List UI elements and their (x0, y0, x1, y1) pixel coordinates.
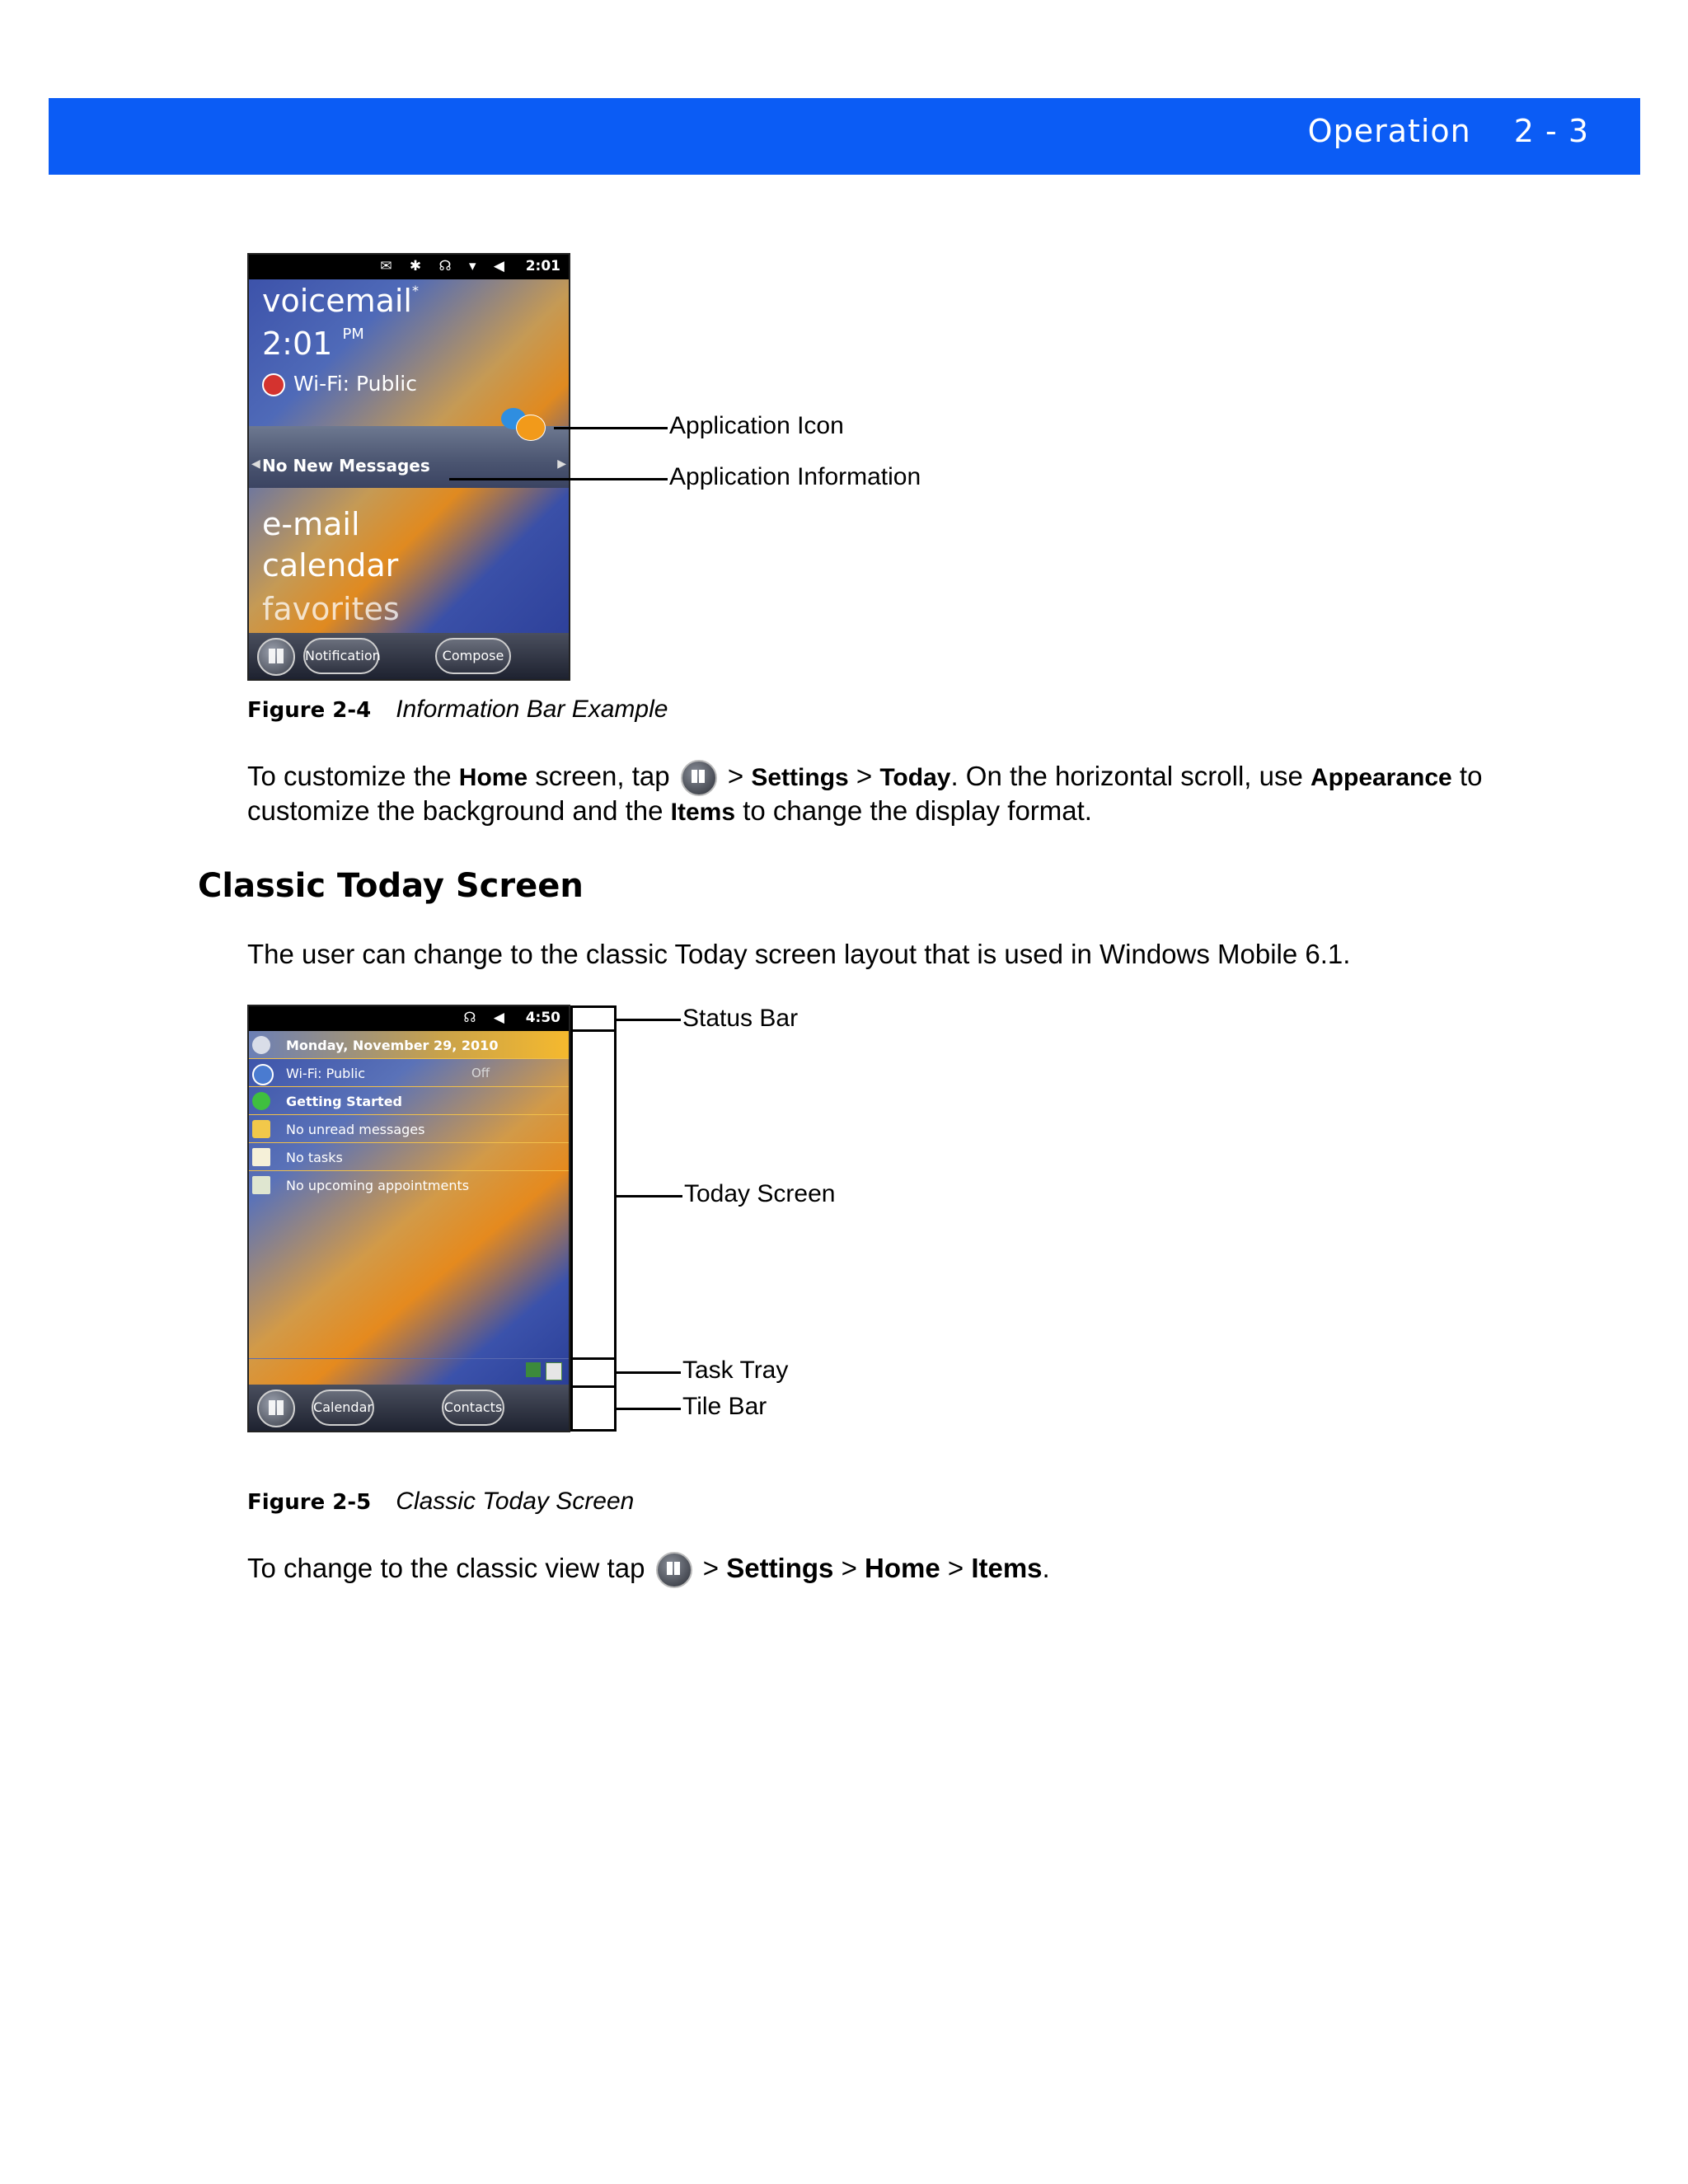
figure-number: Figure 2-4 (247, 698, 372, 723)
callout-line-today (617, 1195, 682, 1197)
figure-caption (247, 696, 668, 724)
callout-status-bar: Status Bar (682, 1005, 799, 1032)
messaging-app-icon-front[interactable] (516, 415, 546, 441)
callout-application-icon: Application Icon (669, 412, 844, 439)
callout-application-information: Application Information (669, 463, 921, 490)
clock: 2:01 $^{PM}$ (262, 326, 364, 362)
tasks-tray-icon[interactable] (546, 1362, 562, 1380)
tasks-icon (252, 1148, 270, 1166)
paragraph-classic-view: To change to the classic view tap > Settings > Home > Items. (247, 1552, 1050, 1588)
windows-start-icon (656, 1552, 692, 1588)
paragraph-customize: To customize the Home screen, tap > Settings > Today. On the horizontal scroll, use Appearance to (247, 760, 1482, 796)
bracket-top (570, 1005, 617, 1008)
bracket-bottom (570, 1429, 617, 1432)
figure-caption-2 (247, 1488, 634, 1516)
wifi-alert-icon (262, 373, 285, 396)
status-time: 4:50 (525, 1010, 560, 1026)
calendar-softkey[interactable]: Calendar (312, 1390, 374, 1426)
today-item-date[interactable]: Monday, November 29, 2010 (249, 1031, 569, 1059)
wifi-status: Wi-Fi: Public (262, 372, 417, 396)
compose-softkey[interactable]: Compose (435, 638, 511, 674)
status-icons: ✉ ✱ ☊ ▾ ◀ (380, 258, 511, 274)
connectivity-tray-icon[interactable] (526, 1362, 541, 1377)
bracket-status-bottom (570, 1029, 617, 1032)
status-bar (249, 255, 569, 279)
bluetooth-status: Off (471, 1066, 490, 1080)
today-item-wifi[interactable]: Wi-Fi: Public Off (249, 1059, 569, 1087)
figure-number-2: Figure 2-5 (247, 1490, 372, 1515)
today-item-getting-started[interactable]: Getting Started (249, 1087, 569, 1115)
menu-calendar[interactable]: calendar (262, 547, 399, 583)
windows-start-icon[interactable] (257, 638, 295, 676)
paragraph-customize-line2: customize the background and the Items to change the display format. (247, 795, 1092, 826)
scroll-right-icon[interactable]: ▶ (557, 457, 566, 471)
section-heading: Classic Today Screen (198, 867, 584, 905)
callout-line-tile (617, 1408, 681, 1410)
voicemail-label: voicemail* (262, 283, 419, 319)
today-item-messages[interactable]: No unread messages (249, 1115, 569, 1143)
callout-line-icon (554, 427, 668, 429)
callout-line-info (449, 478, 668, 480)
callout-line-status (617, 1019, 681, 1021)
callout-line-tray (617, 1371, 681, 1374)
page-header (1308, 113, 1589, 149)
clock-icon (252, 1036, 270, 1054)
today-item-tasks[interactable]: No tasks (249, 1143, 569, 1171)
classic-today-screenshot (247, 1005, 570, 1432)
application-information: No New Messages (262, 456, 430, 476)
contacts-softkey[interactable]: Contacts (442, 1390, 504, 1426)
status-icons: ☊ ◀ (463, 1010, 511, 1026)
figure-title: Information Bar Example (396, 696, 668, 723)
tile-bar (249, 1385, 569, 1431)
status-time: 2:01 (525, 258, 560, 274)
scroll-left-icon[interactable]: ◀ (251, 457, 260, 471)
bracket-tray-bottom (570, 1385, 617, 1388)
windows-start-icon (681, 760, 717, 796)
section-intro: The user can change to the classic Today screen layout that is used in Windows Mobile 6.1. (247, 939, 1351, 969)
task-tray (249, 1358, 569, 1384)
calendar-icon (252, 1176, 270, 1194)
status-bar (249, 1006, 569, 1031)
figure-title-2: Classic Today Screen (396, 1488, 635, 1515)
information-bar-screenshot (247, 253, 570, 681)
callout-tile-bar: Tile Bar (682, 1393, 767, 1420)
callout-today-screen: Today Screen (684, 1180, 836, 1207)
section-name: Operation (1307, 113, 1471, 149)
notification-softkey[interactable]: Notification (303, 638, 379, 674)
wifi-icon (252, 1064, 274, 1085)
page-number: 2 - 3 (1513, 113, 1589, 149)
tile-bar (249, 633, 569, 679)
page-header-bar (49, 98, 1640, 175)
bracket-outer-right (614, 1005, 617, 1431)
bracket-today-bottom (570, 1357, 617, 1360)
getting-started-icon (252, 1092, 270, 1110)
bracket-outer-left (570, 1005, 573, 1431)
callout-task-tray: Task Tray (682, 1357, 789, 1384)
menu-favorites[interactable]: favorites (262, 591, 400, 627)
menu-email[interactable]: e-mail (262, 506, 360, 542)
envelope-icon (252, 1120, 270, 1138)
today-item-appointments[interactable]: No upcoming appointments (249, 1171, 569, 1198)
windows-start-icon[interactable] (257, 1390, 295, 1427)
